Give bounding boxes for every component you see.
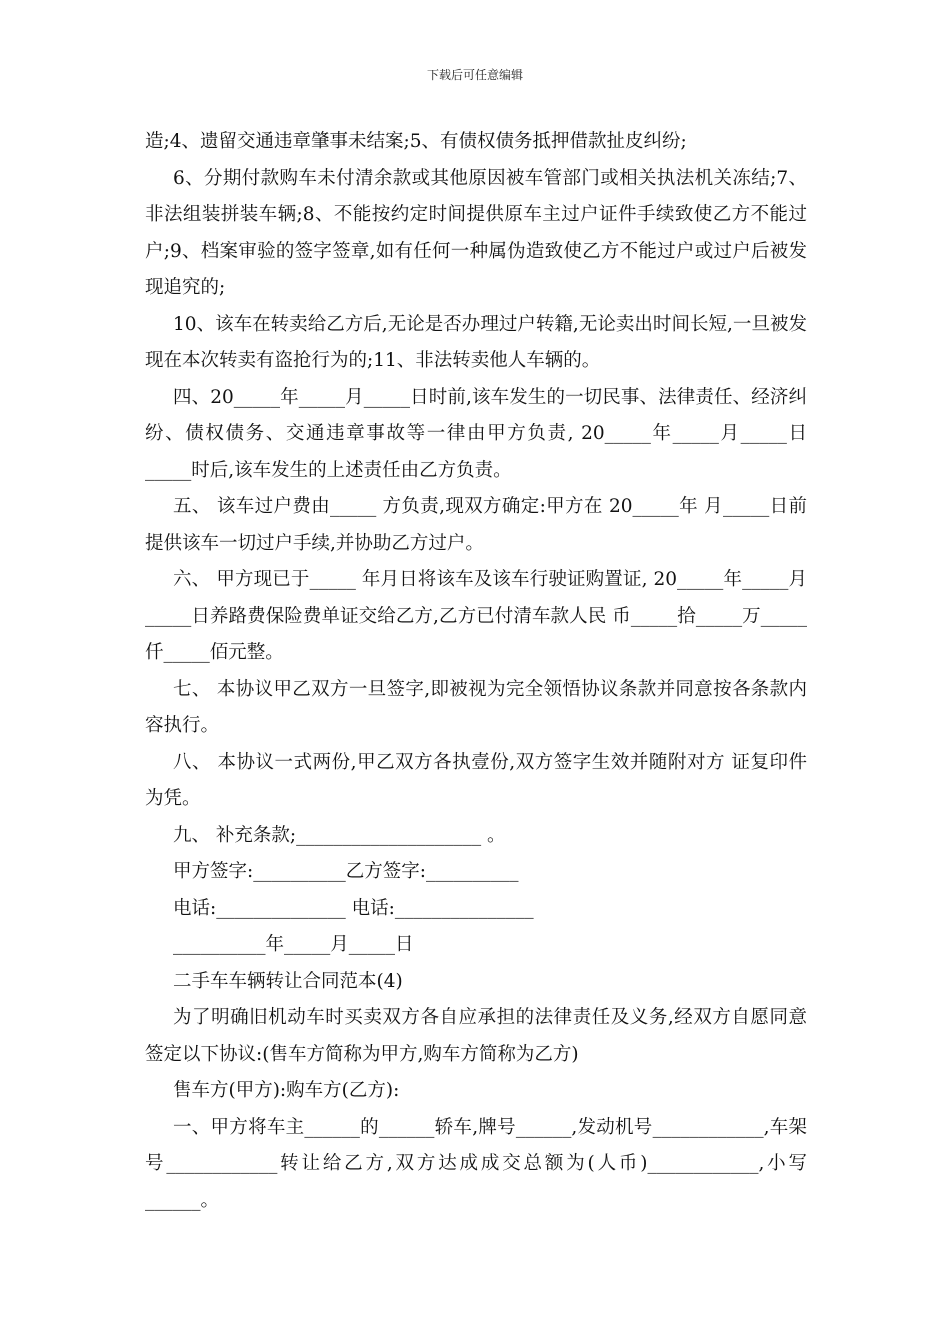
paragraph-clause-4: 四、20_____年_____月_____日时前,该车发生的一切民事、法律责任、经济纠纷、债权债务、交通违章事故等一律由甲方负责, 20_____年_____月_____日_____时后,该车发生的上述责任由乙方负责。 [145,386,807,481]
paragraph-item-6-to-9: 6、分期付款购车未付清余款或其他原因被车管部门或相关执法机关冻结;7、非法组装拼装车辆;8、不能按约定时间提供原车主过户证件手续致使乙方不能过户;9、档案审验的签字签章,如有任何一种属伪造致使乙方不能过户或过户后被发现追究的; [145,167,807,298]
paragraph-clause-8: 八、 本协议一式两份,甲乙双方各执壹份,双方签字生效并随附对方 证复印件为凭。 [145,751,807,809]
parties-line: 售车方(甲方):购车方(乙方): [173,1080,400,1101]
page-header-note: 下载后可任意编辑 [426,68,523,82]
paragraph-clause-6: 六、 甲方现已于_____ 年月日将该车及该车行驶证购置证, 20_____年_____月_____日养路费保险费单证交给乙方,乙方已付清车款人民 币_____拾_____万_____仟_____佰元整。 [145,569,807,663]
paragraph-preamble: 为了明确旧机动车时买卖双方各自应承担的法律责任及义务,经双方自愿同意签定以下协议:(售车方简称为甲方,购车方简称为乙方) [145,1007,807,1065]
document-body [145,124,807,1219]
paragraph-clause-5: 五、 该车过户费由_____ 方负责,现双方确定:甲方在 20_____年 月_____日前提供该车一切过户手续,并协助乙方过户。 [145,496,807,554]
paragraph-clause-1: 一、甲方将车主______的______轿车,牌号______,发动机号____________,车架号____________转让给乙方,双方达成成交总额为(人币)____________,小写______。 [145,1116,807,1211]
paragraph-clause-9: 九、 补充条款;____________________ 。 [173,824,506,846]
date-line: __________年_____月_____日 [173,934,414,955]
signature-line: 甲方签字:__________乙方签字:__________ [173,861,519,882]
paragraph-prohibited-items-continued: 造;4、遗留交通违章肇事未结案;5、有债权债务抵押借款扯皮纠纷; [145,131,687,152]
paragraph-clause-7: 七、 本协议甲乙双方一旦签字,即被视为完全领悟协议条款并同意按各条款内容执行。 [145,678,807,736]
phone-line: 电话:______________ 电话:_______________ [173,897,534,919]
paragraph-item-10-11: 10、该车在转卖给乙方后,无论是否办理过户转籍,无论卖出时间长短,一旦被发现在本次转卖有盗抢行为的;11、非法转卖他人车辆的。 [145,313,807,371]
section-title: 二手车车辆转让合同范本(4) [173,970,403,992]
